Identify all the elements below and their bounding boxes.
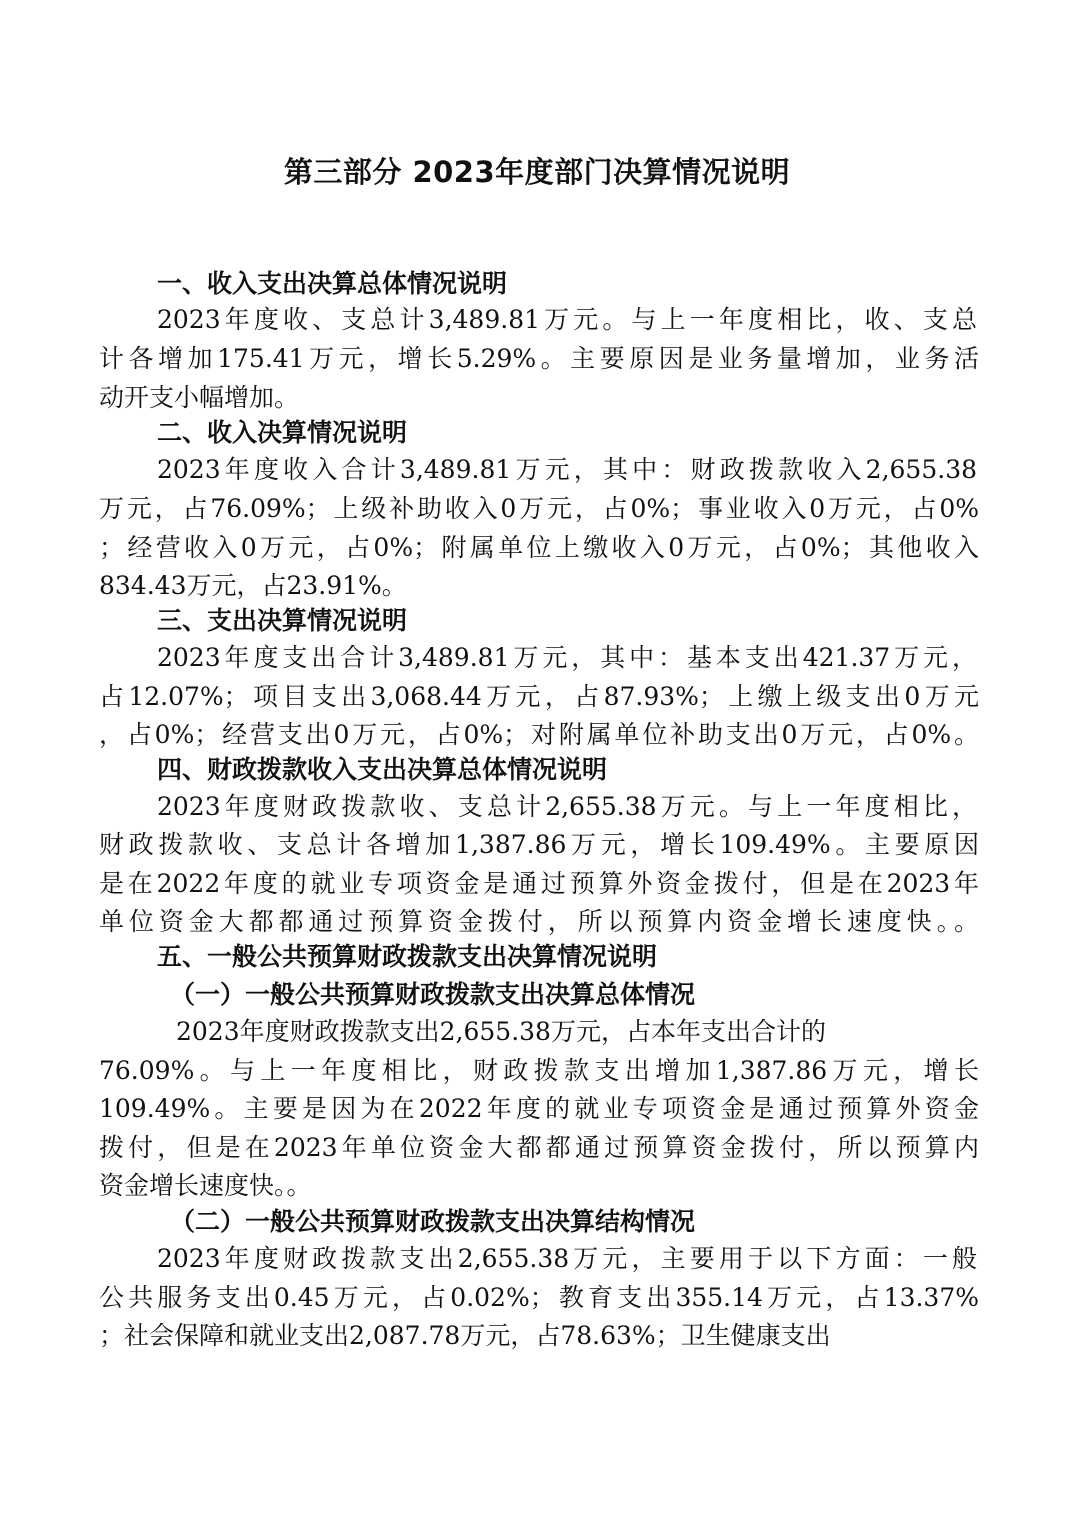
paragraph-line: 动开支小幅增加。 [99, 383, 300, 412]
paragraph-line: 2023年度财政拨款收、支总计2,655.38万元。与上一年度相比， [157, 792, 977, 821]
paragraph-line: 计各增加175.41万元，增长5.29%。主要原因是业务量增加，业务活 [99, 344, 979, 373]
paragraph-line: 财政拨款收、支总计各增加1,387.86万元，增长109.49%。主要原因 [99, 830, 979, 859]
section-heading-2: 二、收入决算情况说明 [157, 418, 408, 447]
section-heading-4: 四、财政拨款收入支出决算总体情况说明 [157, 755, 608, 784]
paragraph-line: 单位资金大都都通过预算资金拨付，所以预算内资金增长速度快。。 [99, 907, 979, 936]
section-heading-1: 一、收入支出决算总体情况说明 [157, 269, 508, 298]
paragraph-line: ；社会保障和就业支出2,087.78万元，占78.63%；卫生健康支出 [99, 1321, 831, 1350]
document-title: 第三部分 2023年度部门决算情况说明 [283, 155, 791, 189]
paragraph-line: 2023年度支出合计3,489.81万元，其中：基本支出421.37万元， [157, 643, 977, 672]
paragraph-line: 109.49%。主要是因为在2022年度的就业专项资金是通过预算外资金 [99, 1094, 979, 1123]
paragraph-line: 834.43万元，占23.91%。 [99, 571, 407, 600]
section-heading-5: 五、一般公共预算财政拨款支出决算情况说明 [157, 942, 658, 971]
subsection-heading-1: （一）一般公共预算财政拨款支出决算总体情况 [170, 980, 696, 1009]
paragraph-line: 万元，占76.09%；上级补助收入0万元，占0%；事业收入0万元，占0% [99, 494, 979, 523]
paragraph-line: 76.09%。与上一年度相比，财政拨款支出增加1,387.86万元，增长 [99, 1056, 979, 1085]
paragraph-line: 公共服务支出0.45万元，占0.02%；教育支出355.14万元，占13.37% [99, 1283, 979, 1312]
section-heading-3: 三、支出决算情况说明 [157, 606, 408, 635]
paragraph-line: 资金增长速度快。。 [99, 1171, 312, 1200]
paragraph-line: 拨付，但是在2023年单位资金大都都通过预算资金拨付，所以预算内 [99, 1133, 979, 1162]
paragraph-line: ，占0%；经营支出0万元，占0%；对附属单位补助支出0万元，占0%。 [99, 720, 979, 749]
subsection-heading-2: （二）一般公共预算财政拨款支出决算结构情况 [170, 1207, 696, 1236]
paragraph-line: 2023年度财政拨款支出2,655.38万元，占本年支出合计的 [176, 1017, 826, 1046]
paragraph-line: 2023年度收入合计3,489.81万元，其中：财政拨款收入2,655.38 [157, 455, 977, 484]
paragraph-line: 2023年度财政拨款支出2,655.38万元，主要用于以下方面：一般 [157, 1244, 977, 1273]
paragraph-line: 是在2022年度的就业专项资金是通过预算外资金拨付，但是在2023年 [99, 869, 979, 898]
paragraph-line: 占12.07%；项目支出3,068.44万元，占87.93%；上缴上级支出0万元 [99, 682, 979, 711]
paragraph-line: ；经营收入0万元，占0%；附属单位上缴收入0万元，占0%；其他收入 [99, 533, 979, 562]
paragraph-line: 2023年度收、支总计3,489.81万元。与上一年度相比，收、支总 [157, 305, 977, 334]
